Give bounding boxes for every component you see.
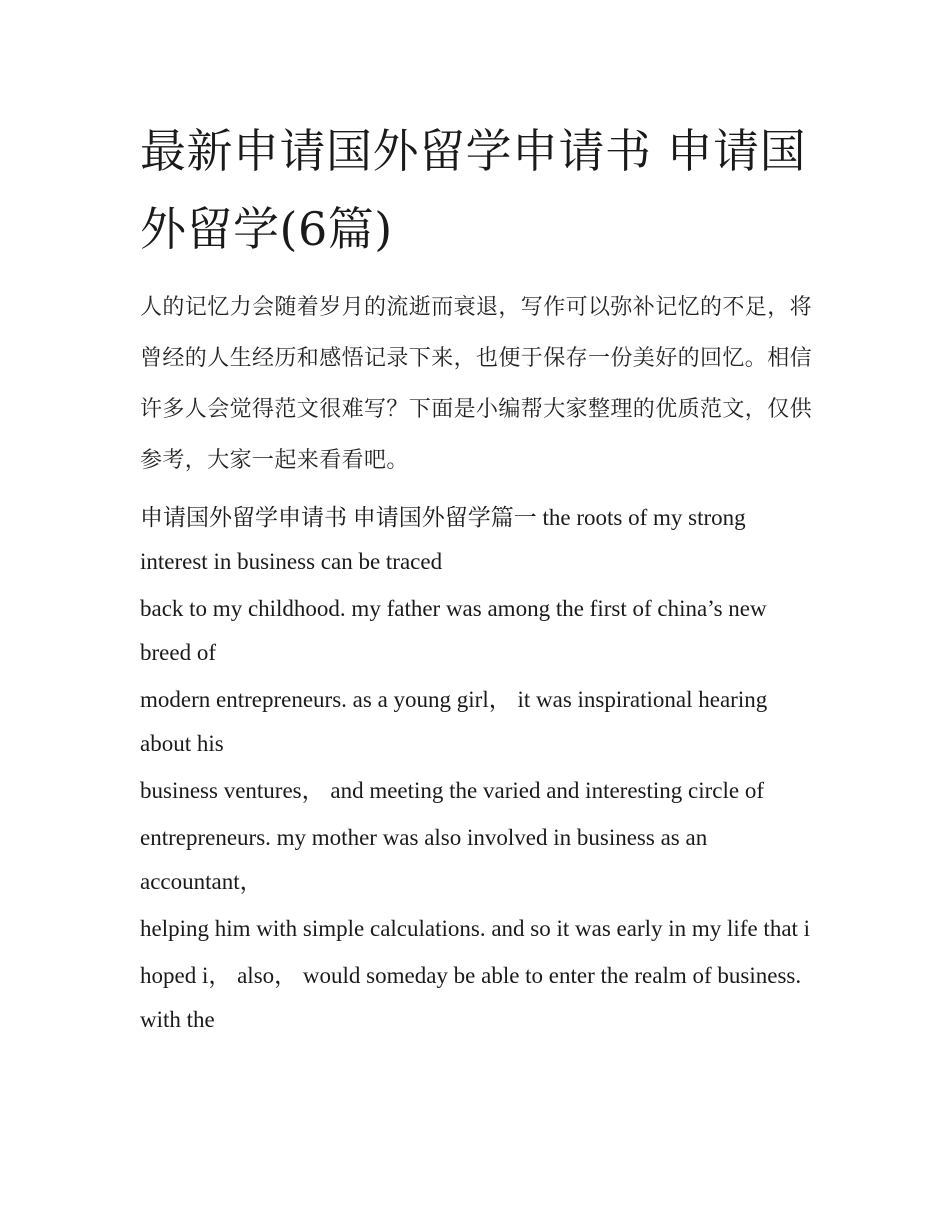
essay-paragraph: modern entrepreneurs. as a young girl， it was inspirational hearing about his xyxy=(140,687,768,756)
essay-paragraph: back to my childhood. my father was among the first of china’s new breed of xyxy=(140,596,767,665)
essay-paragraph: helping him with simple calculations. and so it was early in my life that i xyxy=(140,916,811,941)
document-content xyxy=(140,112,812,1045)
essay-paragraph: business ventures， and meeting the varied and interesting circle of xyxy=(140,778,764,803)
essay-body xyxy=(140,496,812,1042)
essay-paragraph: 申请国外留学申请书 申请国外留学篇一 the roots of my strong interest in business can be traced xyxy=(140,505,746,574)
essay-paragraph: hoped i， also， would someday be able to enter the realm of business. with the xyxy=(140,963,802,1032)
essay-paragraph: entrepreneurs. my mother was also involved in business as an accountant， xyxy=(140,825,708,894)
document-title: 最新申请国外留学申请书 申请国外留学(6篇) xyxy=(140,124,807,256)
intro-paragraph: 人的记忆力会随着岁月的流逝而衰退，写作可以弥补记忆的不足，将曾经的人生经历和感悟记录下来，也便于保存一份美好的回忆。相信许多人会觉得范文很难写？下面是小编帮大家整理的优质范文，仅供参考，大家一起来看看吧。 xyxy=(140,295,813,473)
